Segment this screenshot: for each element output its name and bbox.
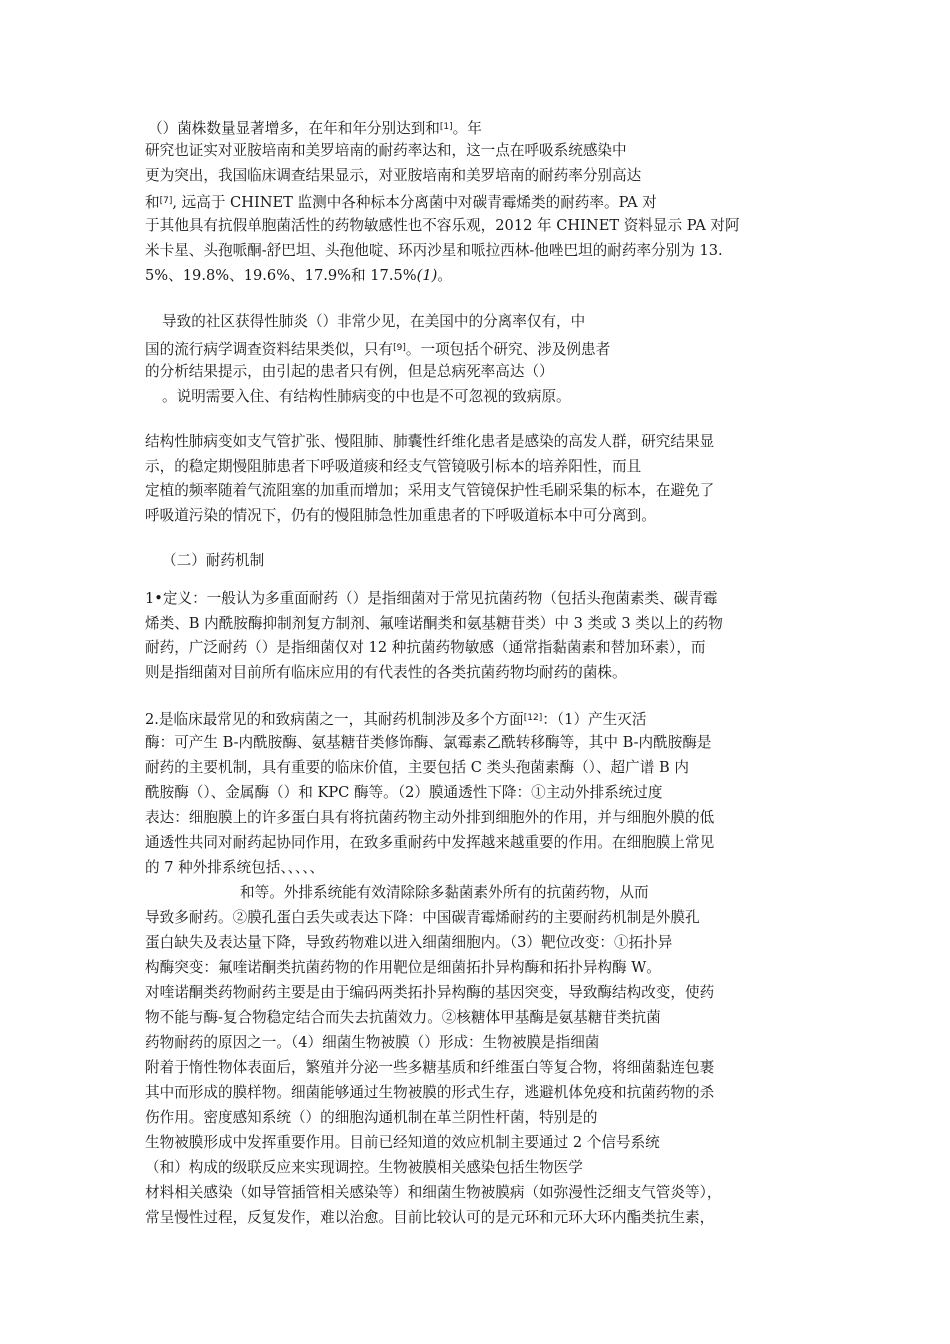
text-line (145, 1208, 714, 1228)
text-run: 常呈慢性过程，反复发作，难以治愈。目前比较认可的是元环和元环大环内酯类抗生素， (145, 1209, 715, 1226)
text-line (145, 908, 700, 928)
text-run: 导致多耐药。②膜孔蛋白丢失或表达下降：中国碳青霉烯耐药的主要耐药机制是外膜孔 (145, 909, 700, 926)
text-line (145, 858, 324, 878)
text-run: 则是指细菌对目前所有临床应用的有代表性的各类抗菌药物均耐药的菌株。 (145, 664, 627, 681)
text-run: 表达：细胞膜上的许多蛋白具有将抗菌药物主动外排到细胞外的作用，并与细胞外膜的低 (145, 809, 715, 826)
text-line (145, 432, 714, 452)
text-line (145, 457, 641, 477)
text-run: 。说明需要入住、有结构性肺病变的中也是不可忽视的致病原。 (162, 388, 571, 405)
text-line (240, 883, 649, 903)
text-line (145, 191, 657, 211)
text-run: 国的流行病学调查资料结果类似，只有 (145, 341, 394, 358)
text-run: 耐药的主要机制，具有重要的临床价值，主要包括 C 类头孢菌素酶（）、超广谱 B 内 (145, 759, 689, 776)
text-line (145, 481, 714, 501)
text-line (145, 933, 672, 953)
text-run: 导致的社区获得性肺炎（）非常少见，在美国中的分离率仅有，中 (162, 313, 586, 330)
text-line (145, 958, 661, 978)
text-run: （和）构成的级联反应来实现调控。生物被膜相关感染包括生物医学 (145, 1159, 583, 1176)
text-line (145, 1083, 714, 1103)
text-line (145, 1058, 714, 1078)
text-line (145, 1008, 661, 1028)
text-run: 伤作用。密度感知系统（）的细胞沟通机制在革兰阴性杆菌，特别是的 (145, 1109, 598, 1126)
text-line (145, 141, 627, 161)
citation-ref: [7] (159, 196, 173, 206)
text-run: （二）耐药机制 (162, 552, 265, 569)
text-line (145, 166, 641, 186)
text-run: （）菌株数量显著增多，在年和年分别达到和 (148, 120, 440, 137)
text-run: 构酶突变：氟喹诺酮类抗菌药物的作用靶位是细菌拓扑异构酶和拓扑异构酶 W。 (145, 959, 661, 976)
text-run: 附着于惰性物体表面后，繁殖并分泌一些多糖基质和纤维蛋白等复合物，将细菌黏连包裹 (145, 1059, 715, 1076)
text-line (145, 266, 452, 286)
text-run: 耐药，广泛耐药（）是指细菌仅对 12 种抗菌药物敏感（通常指黏菌素和替加环素），而 (145, 639, 706, 656)
text-run: 对喹诺酮类药物耐药主要是由于编码两类拓扑异构酶的基因突变，导致酶结构改变，使药 (145, 984, 715, 1001)
text-line (145, 1158, 583, 1178)
text-run: 药物耐药的原因之一。（4）细菌生物被膜（）形成：生物被膜是指细菌 (145, 1034, 600, 1051)
text-line (145, 833, 714, 853)
text-run: 和 (145, 194, 160, 211)
text-run: 其中而形成的膜样物。细菌能够通过生物被膜的形式生存，逃避机体免疫和抗菌药物的杀 (145, 1084, 715, 1101)
text-run: 蛋白缺失及表达量下降，导致药物难以进入细菌细胞内。（3）靶位改变：①拓扑异 (145, 934, 673, 951)
text-run: 酶：可产生 B-内酰胺酶、氨基糖苷类修饰酶、氯霉素乙酰转移酶等，其中 B-内酰胺酶是 (145, 734, 712, 751)
text-run: 结构性肺病变如支气管扩张、慢阻肺、肺囊性纤维化患者是感染的高发人群，研究结果显 (145, 433, 715, 450)
text-run: 研究也证实对亚胺培南和美罗培南的耐药率达和，这一点在呼吸系统感染中 (145, 142, 627, 159)
text-line (145, 983, 714, 1003)
text-line (145, 506, 656, 526)
citation-ref: [9] (393, 343, 406, 353)
text-run: 示，的稳定期慢阻肺患者下呼吸道痰和经支气管镜吸引标本的培养阳性，而且 (145, 458, 642, 475)
text-run: 烯类、B 内酰胺酶抑制剂复方制剂、氟喹诺酮类和氨基糖苷类）中 3 类或 3 类以上的药物 (145, 615, 723, 632)
text-run: 1•定义：一般认为多重面耐药（）是指细菌对于常见抗菌药物（包括头孢菌素类、碳青霉 (145, 590, 718, 607)
text-run: , 远高于 CHINET 监测中各种标本分离菌中对碳青霉烯类的耐药率。PA 对 (172, 194, 657, 211)
text-line (145, 808, 714, 828)
text-line (145, 758, 689, 778)
text-run: 。 (437, 267, 452, 284)
text-run: 物不能与酶-复合物稳定结合而失去抗菌效力。②核糖体甲基酶是氨基糖苷类抗菌 (145, 1009, 661, 1026)
text-line (162, 551, 264, 571)
text-line (162, 312, 585, 332)
text-run: 2.是临床最常见的和致病菌之一，其耐药机制涉及多个方面 (145, 711, 524, 728)
citation-ref: [1] (439, 122, 453, 132)
text-line (145, 733, 712, 753)
text-line (145, 338, 610, 358)
text-run: 定植的频率随着气流阻塞的加重而增加；采用支气管镜保护性毛刷采集的标本，在避免了 (145, 482, 715, 499)
text-line (145, 1183, 721, 1203)
text-run: 材料相关感染（如导管插管相关感染等）和细菌生物被膜病（如弥漫性泛细支气管炎等）， (145, 1184, 722, 1201)
text-line (145, 362, 554, 382)
text-line (145, 663, 627, 683)
text-line (145, 708, 646, 728)
citation-ref: [12] (523, 713, 543, 723)
text-line (162, 387, 571, 407)
text-run: 的 7 种外排系统包括、、、、、 (145, 859, 325, 876)
text-line (148, 117, 482, 137)
text-line (145, 638, 706, 658)
text-run: 呼吸道污染的情况下，仍有的慢阻肺急性加重患者的下呼吸道标本中可分离到。 (145, 507, 656, 524)
text-run: 酰胺酶（）、金属酶（）和 KPC 酶等。（2）膜通透性下降：①主动外排系统过度 (145, 784, 663, 801)
text-run: 通透性共同对耐药起协同作用，在致多重耐药中发挥越来越重要的作用。在细胞膜上常见 (145, 834, 715, 851)
text-line (145, 614, 723, 634)
text-run: 的分析结果提示，由引起的患者只有例，但是总病死率高达（） (145, 363, 554, 380)
text-run: 于其他具有抗假单胞菌活性的药物敏感性也不容乐观，2012 年 CHINET 资料显示 PA 对阿 (145, 217, 740, 234)
text-line (145, 1133, 660, 1153)
text-line (145, 1108, 597, 1128)
text-run: 。年 (452, 120, 482, 137)
text-line (145, 783, 662, 803)
text-line (145, 1033, 599, 1053)
text-run: 5%、19.8%、19.6%、17.9%和 17.5% (145, 267, 417, 284)
text-run: ：（1）产生灭活 (542, 711, 647, 728)
text-run: 更为突出，我国临床调查结果显示，对亚胺培南和美罗培南的耐药率分别高达 (145, 167, 642, 184)
text-line (145, 216, 740, 236)
citation-ref: (1) (416, 267, 438, 284)
text-line (145, 589, 717, 609)
text-line (145, 241, 723, 261)
text-run: 米卡星、头孢哌酮-舒巴坦、头孢他啶、环丙沙星和哌拉西林-他唑巴坦的耐药率分别为 13. (145, 242, 723, 259)
text-run: 生物被膜形成中发挥重要作用。目前已经知道的效应机制主要通过 2 个信号系统 (145, 1134, 660, 1151)
text-run: 和等。外排系统能有效清除除多黏菌素外所有的抗菌药物，从而 (240, 884, 649, 901)
text-run: 。一项包括个研究、涉及例患者 (405, 341, 611, 358)
